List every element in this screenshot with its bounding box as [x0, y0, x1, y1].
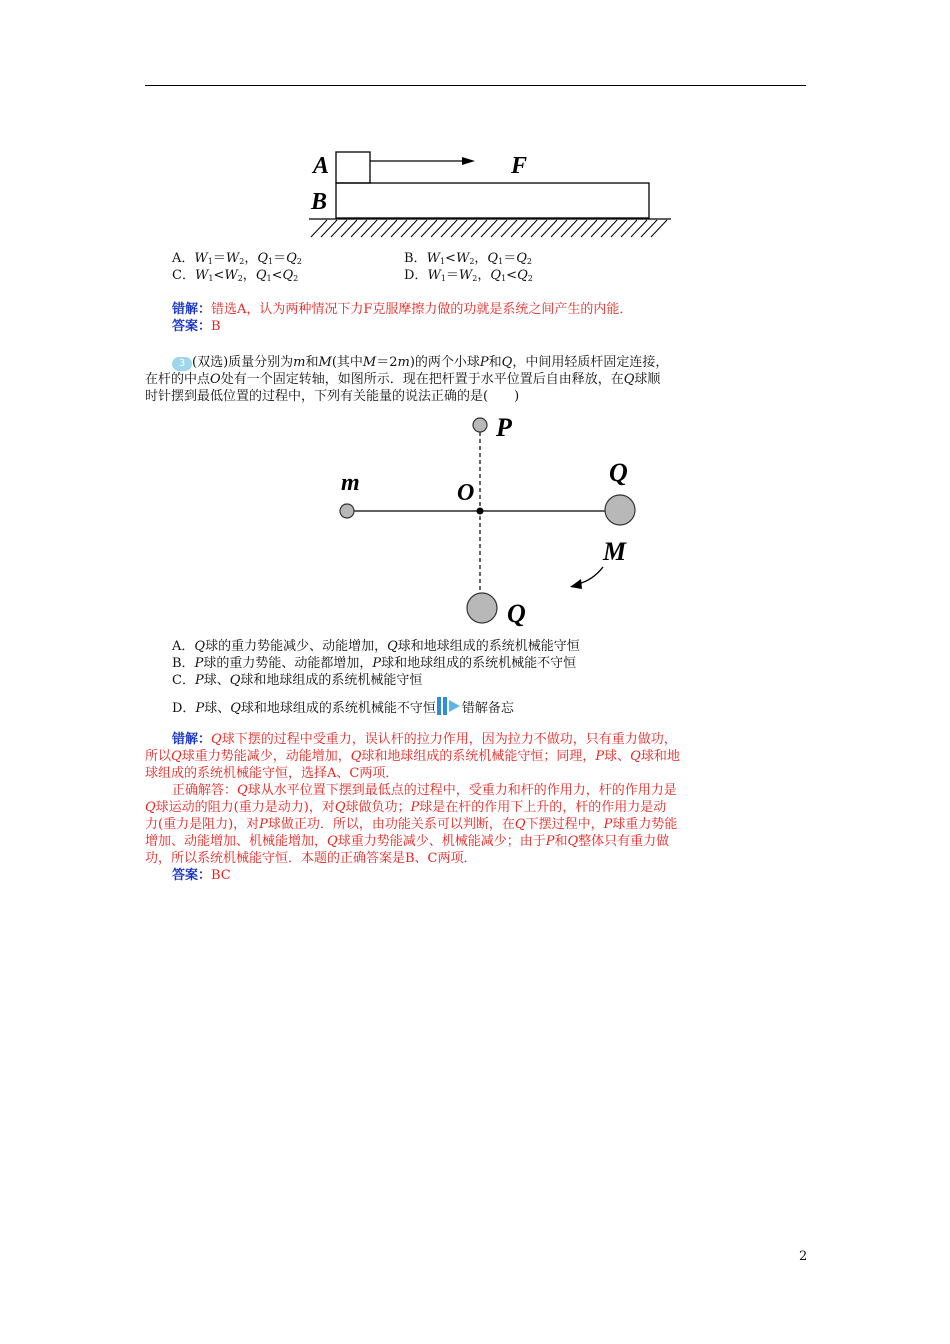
ground-hatch — [311, 220, 667, 237]
error-memo-icon — [436, 697, 462, 715]
q3-correct-line1: 正确解答：Q球从水平位置下摆到最低点的过程中，受重力和杆的作用力，杆的作用力是 — [172, 783, 677, 798]
block-a — [336, 152, 370, 183]
label-q-right: Q — [609, 458, 628, 487]
q3-option-a: A．Q球的重力势能减少、动能增加，Q球和地球组成的系统机械能守恒 — [172, 639, 580, 654]
q2-option-b: B．$W_1<W_2$，$Q_1=Q_2$ — [404, 251, 532, 266]
label-p: P — [496, 413, 512, 442]
q2-option-a: A．$W_1=W_2$，$Q_1=Q_2$ — [172, 251, 302, 266]
q3-answer: 答案：BC — [172, 868, 231, 883]
q2-option-c: C．$W_1<W_2$，$Q_1<Q_2$ — [172, 268, 299, 283]
pivot-o — [477, 508, 484, 515]
rotation-arrow-head — [570, 579, 582, 589]
q3-correct-line2: Q球运动的阻力(重力是动力)，对Q球做负功；P球是在杆的作用下上升的，杆的作用力是动 — [145, 800, 667, 815]
plank-b — [336, 183, 649, 218]
q3-stem-line2: 在杆的中点O处有一个固定转轴，如图所示．现在把杆置于水平位置后自由释放，在Q球顺 — [145, 372, 661, 387]
force-arrow-head — [462, 157, 475, 165]
q3-error-line1: 错解：Q球下摆的过程中受重力，误认杆的拉力作用，因为拉力不做功，只有重力做功， — [172, 732, 677, 747]
q3-stem-line1: 3 (双选)质量分别为m和M(其中M＝2m)的两个小球P和Q，中间用轻质杆固定连接， — [172, 354, 668, 371]
q2-answer: 答案：B — [172, 319, 221, 334]
label-a: A — [313, 153, 330, 179]
q3-correct-line5: 功，所以系统机械能守恒．本题的正确答案是B、C两项． — [145, 851, 477, 866]
q3-correct-line4: 增加、动能增加、机械能增加，Q球重力势能减少、机械能减少；由于P和Q整体只有重力做 — [145, 834, 670, 849]
header-rule — [145, 85, 806, 86]
label-b: B — [311, 189, 328, 215]
q2-option-d: D．$W_1=W_2$，$Q_1<Q_2$ — [404, 268, 533, 283]
figure-rod-balls — [330, 408, 650, 633]
q2-error: 错解：错选A，认为两种情况下力F克服摩擦力做的功就是系统之间产生的内能． — [172, 302, 633, 317]
question-number-badge: 3 — [172, 357, 192, 371]
q3-option-c: C．P球、Q球和地球组成的系统机械能守恒 — [172, 673, 423, 688]
ball-p — [473, 418, 487, 432]
q3-stem-line3: 时针摆到最低位置的过程中，下列有关能量的说法正确的是( ) — [145, 389, 520, 404]
figure-block-plank — [305, 145, 675, 240]
q3-option-b: B．P球的重力势能、动能都增加，P球和地球组成的系统机械能不守恒 — [172, 656, 577, 671]
ball-q-right — [605, 495, 635, 525]
ball-q-bottom — [467, 593, 497, 623]
label-q-bottom: Q — [507, 599, 526, 628]
label-m-small: m — [341, 470, 360, 496]
q3-correct-line3: 力(重力是阻力)，对P球做正功．所以，由功能关系可以判断，在Q下摆过程中，P球重力势能 — [145, 817, 678, 832]
label-f: F — [511, 153, 528, 179]
page-number: 2 — [799, 1249, 808, 1264]
q3-error-line2: 所以Q球重力势能减少，动能增加，Q球和地球组成的系统机械能守恒；同理，P球、Q球和地 — [145, 749, 680, 764]
rotation-arrow — [578, 567, 603, 584]
q3-error-line3: 球组成的系统机械能守恒，选择A、C两项． — [145, 766, 399, 781]
label-o: O — [457, 480, 475, 506]
label-m-big: M — [603, 537, 627, 566]
ball-m-small — [340, 504, 354, 518]
q3-option-d: D．P球、Q球和地球组成的系统机械能不守恒 错解备忘 — [172, 697, 514, 717]
